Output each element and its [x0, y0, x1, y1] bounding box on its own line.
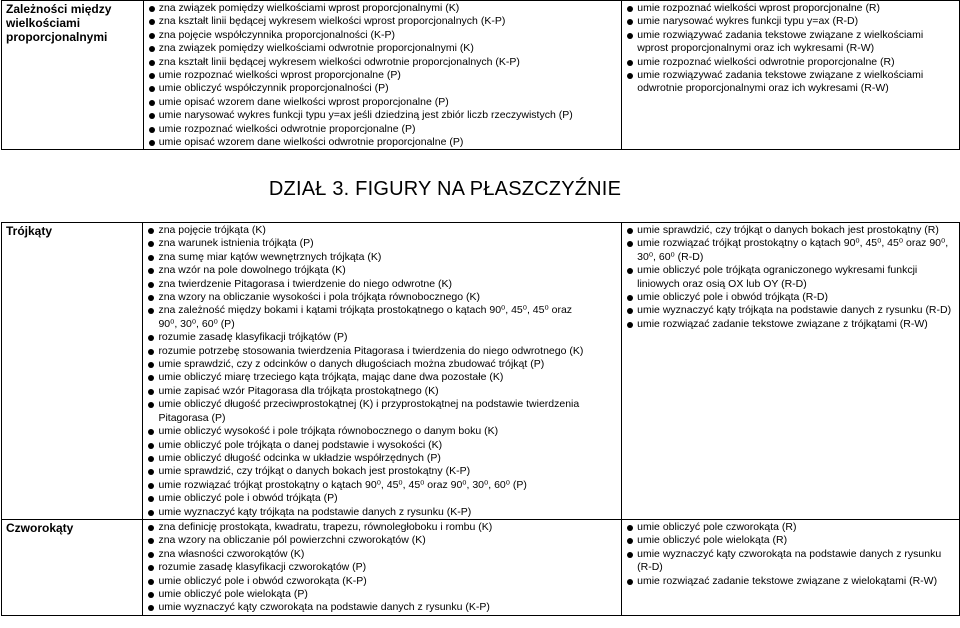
table-row [2, 223, 960, 520]
list-item: umie obliczyć pole wielokąta (P) [147, 588, 617, 601]
list-item: zna wzór na pole dowolnego trójkąta (K) [147, 264, 617, 277]
requirements-list [147, 521, 617, 615]
list-item: zna wzory na obliczanie wysokości i pola trójkąta równobocznego (K) [147, 291, 617, 304]
requirements-list [626, 2, 955, 96]
list-item: umie opisać wzorem dane wielkości odwrotnie proporcjonalne (P) [148, 136, 618, 149]
list-item: zna warunek istnienia trójkąta (P) [147, 237, 617, 250]
list-item: zna wzory na obliczanie pól powierzchni czworokątów (K) [147, 534, 617, 547]
table-row [2, 519, 960, 615]
requirements-list [147, 224, 617, 519]
list-item: umie sprawdzić, czy z odcinków o danych długościach można zbudować trójkąt (P) [147, 358, 617, 371]
list-item: umie opisać wzorem dane wielkości wprost proporcjonalne (P) [148, 96, 618, 109]
table-row [2, 1, 960, 150]
list-item: umie obliczyć długość przeciwprostokątnej (K) i przyprostokątnej na podstawie twierdzenia [147, 398, 617, 411]
requirements-list [626, 521, 955, 588]
list-item: umie narysować wykres funkcji typu y=ax jeśli dziedziną jest zbiór liczb rzeczywistych (P) [148, 109, 618, 122]
list-item: umie obliczyć pole i obwód trójkąta (P) [147, 492, 617, 505]
requirements-list [626, 224, 955, 331]
row-label: Trójkąty [2, 223, 143, 520]
section-title: DZIAŁ 3. FIGURY NA PŁASZCZYŹNIE [268, 178, 622, 200]
list-item: umie obliczyć pole i obwód czworokąta (K-P) [147, 575, 617, 588]
list-item: umie rozpoznać wielkości wprost proporcjonalne (P) [148, 69, 618, 82]
list-item: zna związek pomiędzy wielkościami odwrotnie proporcjonalnymi (K) [148, 42, 618, 55]
list-item: zna twierdzenie Pitagorasa i twierdzenie do niego odwrotne (K) [147, 278, 617, 291]
list-item: zna kształt linii będącej wykresem wielkości odwrotnie proporcjonalnych (K-P) [148, 56, 618, 69]
list-item: umie wyznaczyć kąty trójkąta na podstawie danych z rysunku (R-D) [626, 304, 955, 317]
list-item: rozumie potrzebę stosowania twierdzenia Pitagorasa i twierdzenia do niego odwrotnego (K) [147, 345, 617, 358]
list-item: zna definicję prostokąta, kwadratu, trapezu, równoległoboku i rombu (K) [147, 521, 617, 534]
list-item: zna kształt linii będącej wykresem wielkości wprost proporcjonalnych (K-P) [148, 15, 618, 28]
basic-requirements-cell [143, 519, 622, 615]
extended-requirements-cell [622, 223, 960, 520]
extended-requirements-cell [622, 519, 960, 615]
list-item: zna związek pomiędzy wielkościami wprost proporcjonalnymi (K) [148, 2, 618, 15]
basic-requirements-cell [143, 223, 622, 520]
extended-requirements-cell [622, 1, 960, 150]
list-item: 90⁰, 30⁰, 60⁰ (P) [158, 317, 235, 330]
list-item: umie sprawdzić, czy trójkąt o danych bokach jest prostokątny (R) [626, 224, 955, 237]
list-item: zna pojęcie trójkąta (K) [147, 224, 617, 237]
list-item: umie rozpoznać wielkości odwrotnie proporcjonalne (R) [626, 56, 955, 69]
list-item: umie wyznaczyć kąty trójkąta na podstawie danych z rysunku (K-P) [147, 506, 617, 519]
list-item: zna własności czworokątów (K) [147, 548, 617, 561]
list-item: Pitagorasa (P) [158, 411, 226, 424]
list-item: umie rozwiązywać zadania tekstowe związane z wielkościami wprost proporcjonalnymi oraz ich wykresami (R-W) [626, 29, 955, 56]
list-item: rozumie zasadę klasyfikacji czworokątów (P) [147, 561, 617, 574]
list-item: umie obliczyć pole i obwód trójkąta (R-D) [626, 291, 955, 304]
list-item: umie wyznaczyć kąty czworokąta na podstawie danych z rysunku (R-D) [626, 548, 955, 575]
list-item: umie rozpoznać wielkości wprost proporcjonalne (R) [626, 2, 955, 15]
list-item: umie obliczyć pole trójkąta o danej podstawie i wysokości (K) [147, 439, 617, 452]
list-item: umie obliczyć pole trójkąta ograniczonego wykresami funkcji liniowych oraz osią OX lub OY (R-D) [626, 264, 955, 291]
list-item: umie rozwiązać trójkąt prostokątny o kątach 90⁰, 45⁰, 45⁰ oraz 90⁰, 30⁰, 60⁰ (R-D) [626, 237, 955, 264]
list-item: zna sumę miar kątów wewnętrznych trójkąta (K) [147, 251, 617, 264]
section-3-table [1, 222, 960, 616]
list-item: umie obliczyć miarę trzeciego kąta trójkąta, mając dane dwa pozostałe (K) [147, 371, 617, 384]
list-item: umie obliczyć długość odcinka w układzie współrzędnych (P) [147, 452, 617, 465]
section-2-table [1, 0, 960, 150]
list-item: umie rozwiązywać zadania tekstowe związane z wielkościami odwrotnie proporcjonalnymi oraz ich wykresami (R-W) [626, 69, 955, 96]
list-item: umie wyznaczyć kąty czworokąta na podstawie danych z rysunku (K-P) [147, 601, 617, 614]
basic-requirements-cell [143, 1, 622, 150]
list-item: umie rozwiązać trójkąt prostokątny o kątach 90⁰, 45⁰, 45⁰ oraz 90⁰, 30⁰, 60⁰ (P) [147, 479, 617, 492]
list-item: umie obliczyć wysokość i pole trójkąta równobocznego o danym boku (K) [147, 425, 617, 438]
list-item: umie sprawdzić, czy trójkąt o danych bokach jest prostokątny (K-P) [147, 465, 617, 478]
list-item: rozumie zasadę klasyfikacji trójkątów (P) [147, 331, 617, 344]
list-item: zna pojęcie współczynnika proporcjonalności (K-P) [148, 29, 618, 42]
row-label: Zależności między wielkościami proporcjonalnymi [2, 1, 144, 150]
list-item: umie narysować wykres funkcji typu y=ax (R-D) [626, 15, 955, 28]
list-item: umie obliczyć współczynnik proporcjonalności (P) [148, 82, 618, 95]
list-item: umie rozpoznać wielkości odwrotnie proporcjonalne (P) [148, 123, 618, 136]
list-item: umie zapisać wzór Pitagorasa dla trójkąta prostokątnego (K) [147, 385, 617, 398]
list-item: umie obliczyć pole czworokąta (R) [626, 521, 955, 534]
list-item: zna zależność między bokami i kątami trójkąta prostokątnego o kątach 90⁰, 45⁰, 45⁰ oraz [147, 304, 617, 317]
row-label: Czworokąty [2, 519, 143, 615]
requirements-list [148, 2, 618, 149]
list-item: umie rozwiązać zadanie tekstowe związane z trójkątami (R-W) [626, 318, 955, 331]
list-item: umie obliczyć pole wielokąta (R) [626, 534, 955, 547]
list-item: umie rozwiązać zadanie tekstowe związane z wielokątami (R-W) [626, 575, 955, 588]
